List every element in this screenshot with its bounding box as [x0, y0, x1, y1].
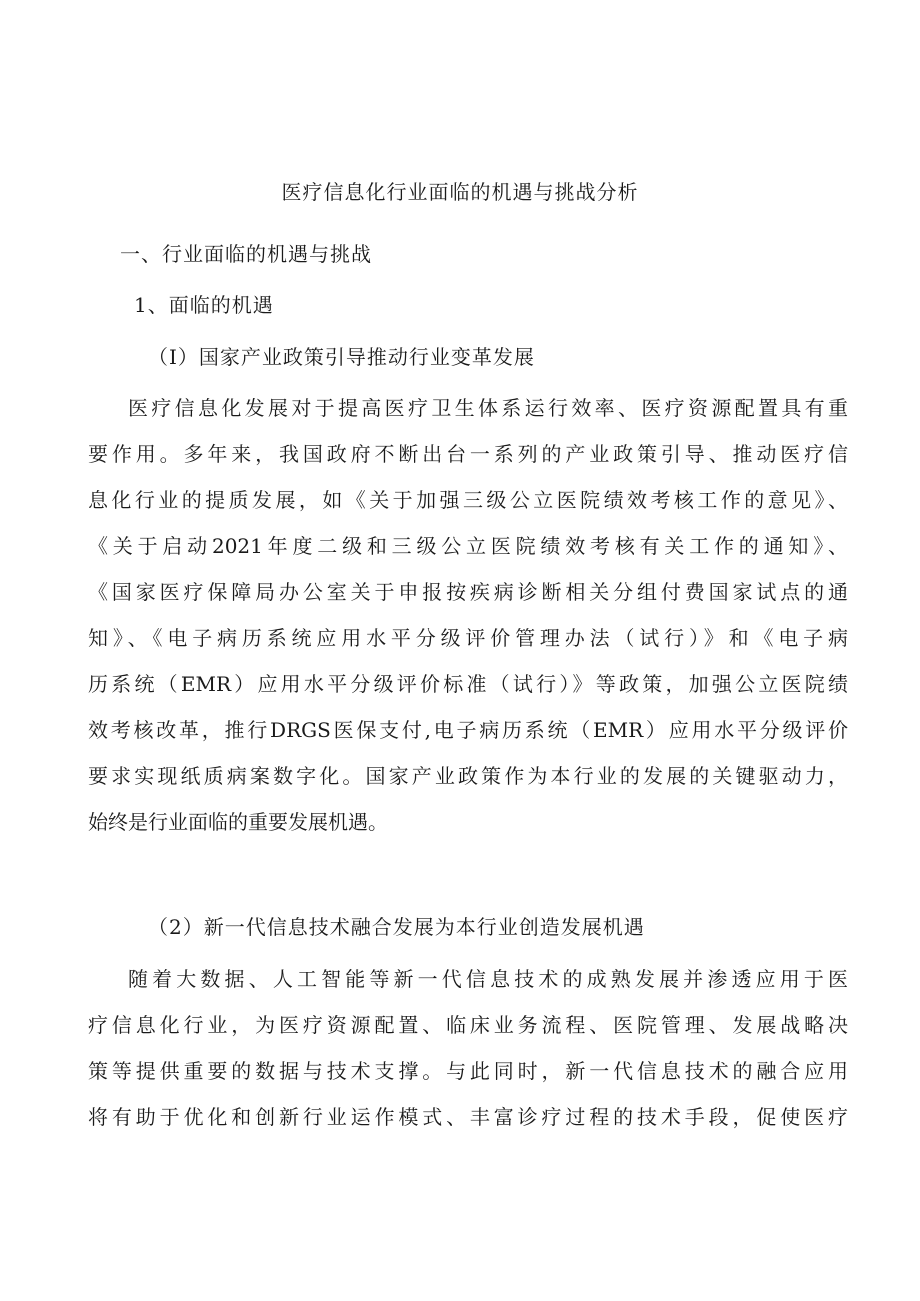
paragraph-line: 随着大数据、人工智能等新一代信息技术的成熟发展并渗透应用于医	[128, 967, 848, 991]
paragraph-line: 疗信息化行业，为医疗资源配置、临床业务流程、医院管理、发展战略决	[88, 1013, 848, 1037]
paragraph-line: 《国家医疗保障局办公室关于申报按疾病诊断相关分组付费国家试点的通	[88, 580, 848, 604]
paragraph-line: 将有助于优化和创新行业运作模式、丰富诊疗过程的技术手段，促使医疗	[88, 1105, 848, 1129]
section-heading: 一、行业面临的机遇与挑战	[120, 242, 372, 266]
paragraph-line: 知》、《电子病历系统应用水平分级评价管理办法（试行）》和《电子病	[88, 626, 848, 650]
paragraph-line: 效考核改革，推行DRGS医保支付,电子病历系统（EMR）应用水平分级评价	[88, 718, 848, 742]
point-heading-2: （2）新一代信息技术融合发展为本行业创造发展机遇	[148, 915, 645, 939]
paragraph-line: 要作用。多年来，我国政府不断出台一系列的产业政策引导、推动医疗信	[88, 442, 848, 466]
paragraph-1	[88, 385, 848, 845]
paragraph-line: 医疗信息化发展对于提高医疗卫生体系运行效率、医疗资源配置具有重	[128, 396, 848, 420]
document-title: 医疗信息化行业面临的机遇与挑战分析	[281, 180, 639, 204]
paragraph-2	[88, 956, 848, 1140]
paragraph-line: 《关于启动2021年度二级和三级公立医院绩效考核有关工作的通知》、	[88, 534, 848, 558]
subsection-heading: 1、面临的机遇	[134, 293, 274, 317]
point-heading-1: （I）国家产业政策引导推动行业变革发展	[148, 345, 535, 369]
paragraph-line: 息化行业的提质发展，如《关于加强三级公立医院绩效考核工作的意见》、	[88, 488, 848, 512]
paragraph-line: 要求实现纸质病案数字化。国家产业政策作为本行业的发展的关键驱动力，	[88, 764, 848, 788]
paragraph-line: 始终是行业面临的重要发展机遇。	[88, 810, 388, 834]
paragraph-line: 历系统（EMR）应用水平分级评价标准（试行）》等政策，加强公立医院绩	[88, 672, 848, 696]
paragraph-line: 策等提供重要的数据与技术支撑。与此同时，新一代信息技术的融合应用	[88, 1059, 848, 1083]
